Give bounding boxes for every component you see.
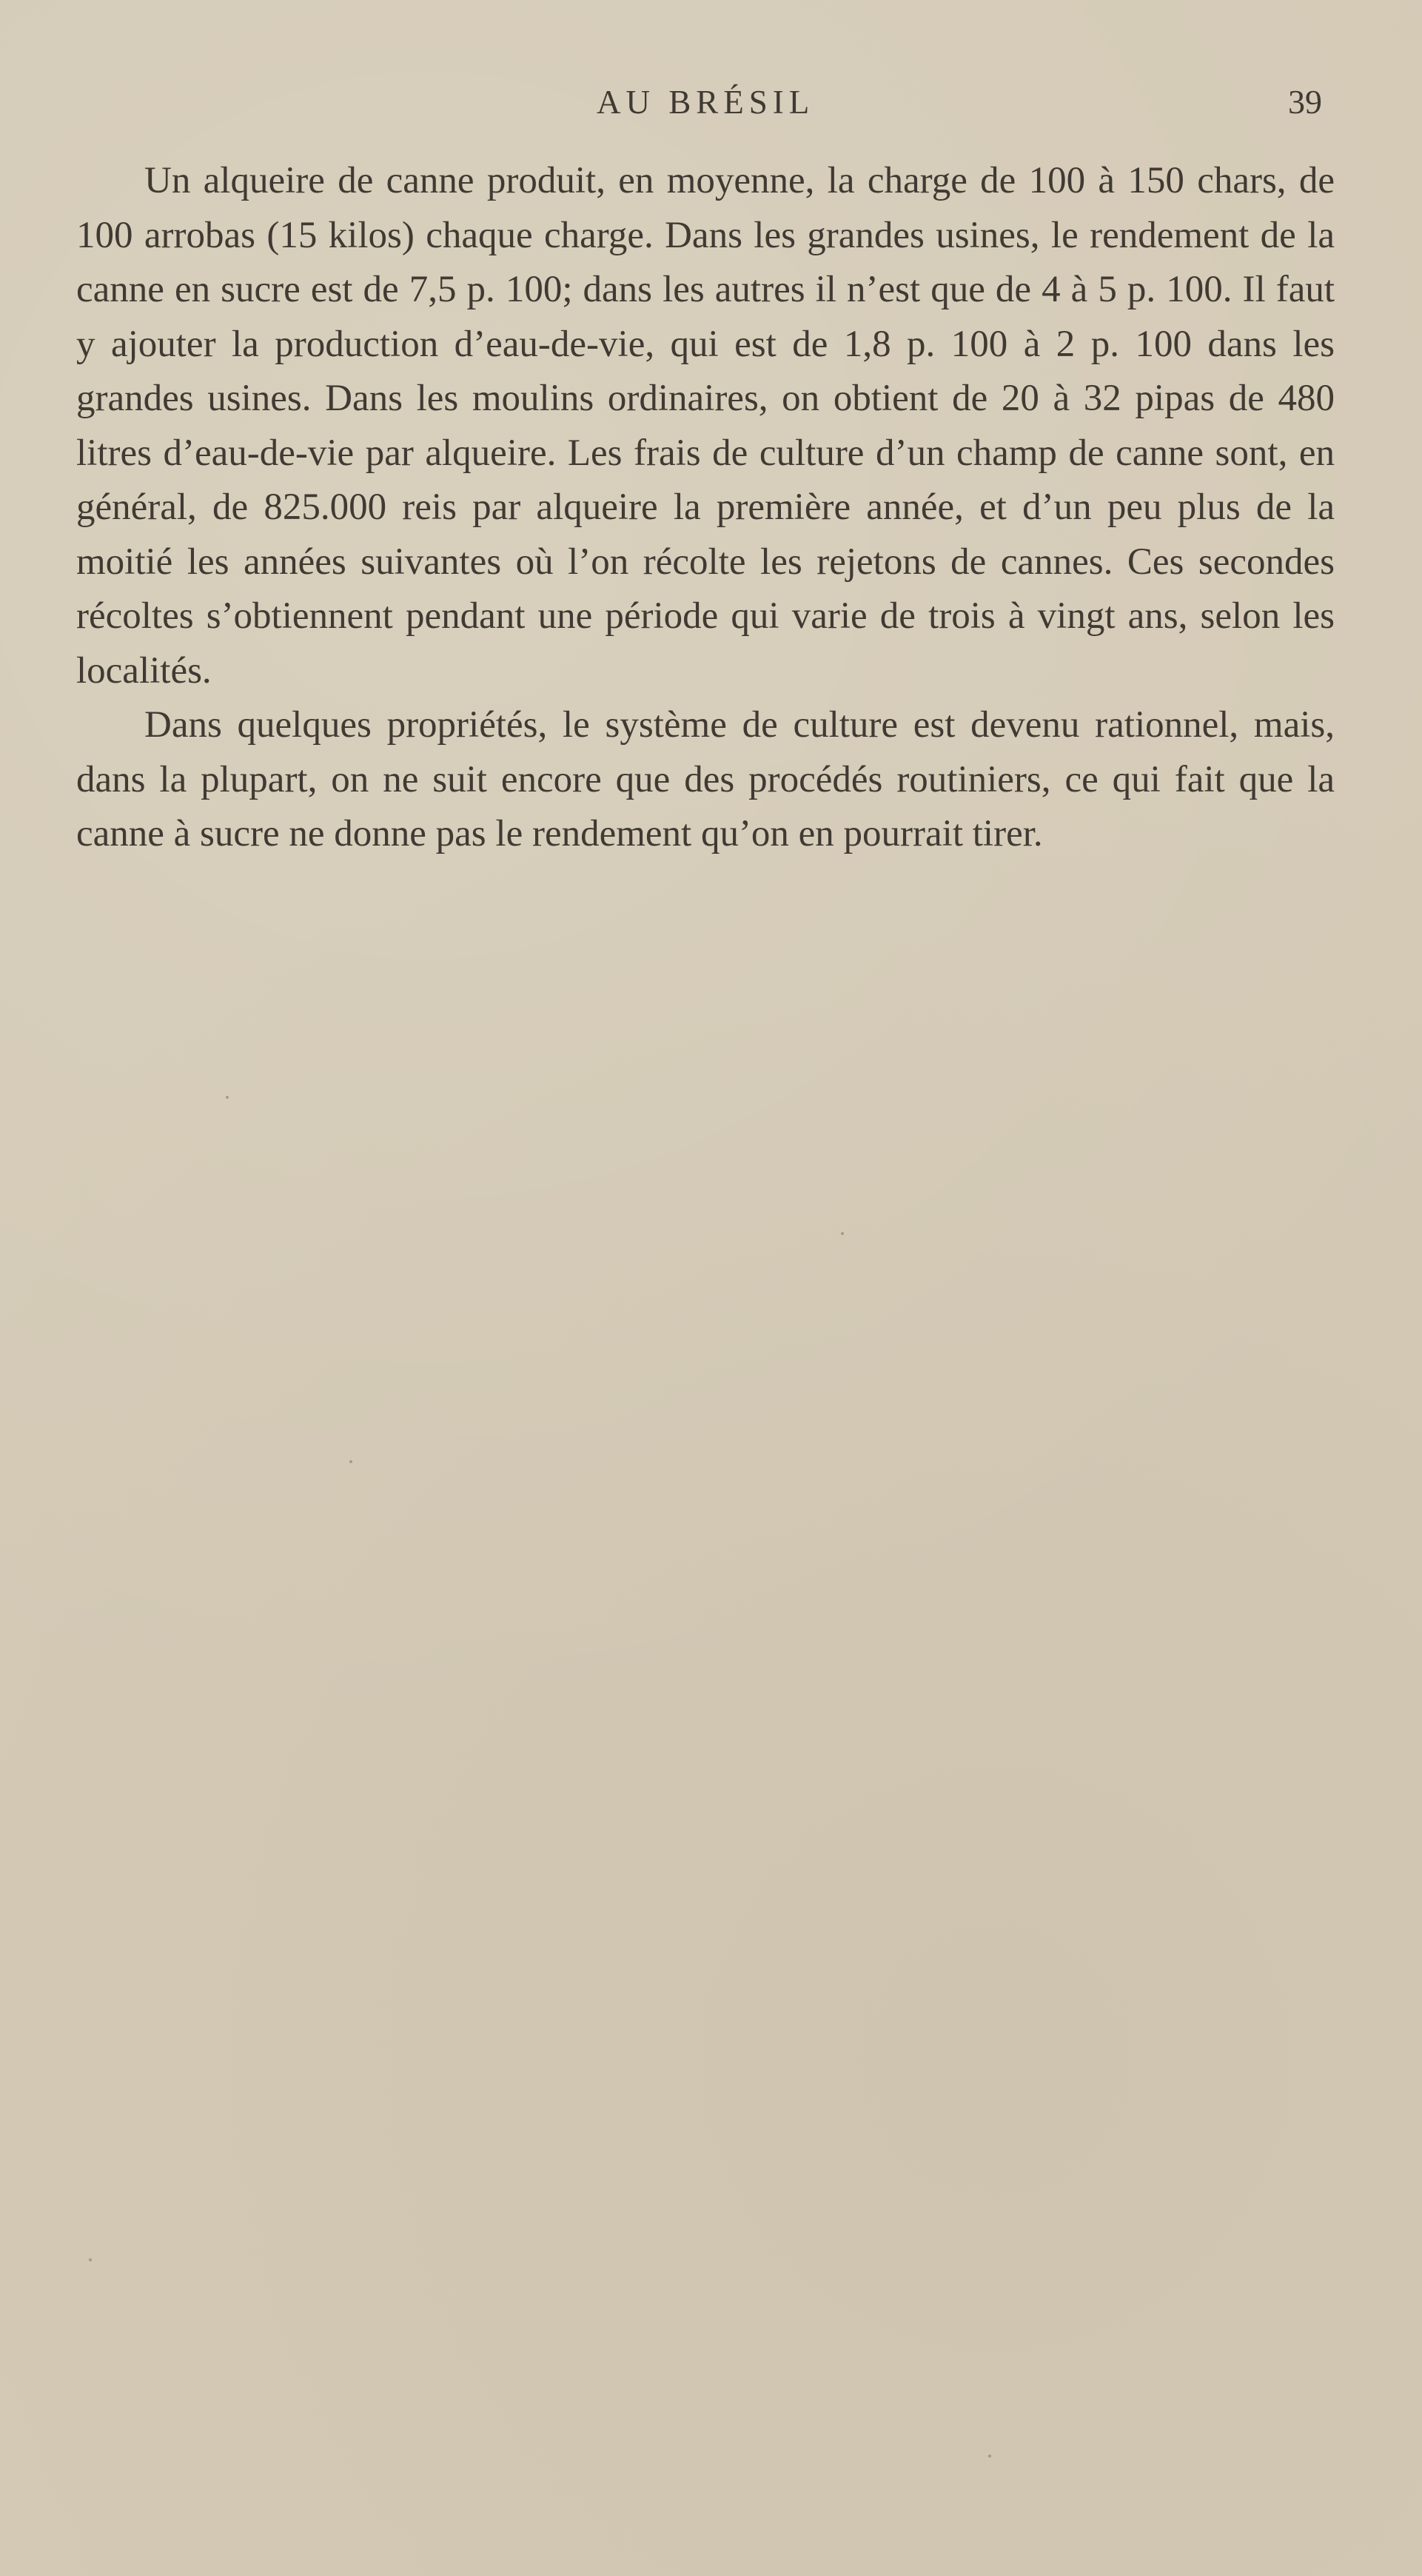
paragraph-1: Un alqueire de canne produit, en moyenne, la charge de 100 à 150 chars, de 100 arrobas (15 kilos) chaque charge. Dans les grandes usines, le rendement de la canne en sucre est de 7,5 p. 100; dans les autres il n’est que de 4 à 5 p. 100. Il faut y ajouter la production d’eau-de-vie, qui est de 1,8 p. 100 à 2 p. 100 dans les grandes usines. Dans les moulins ordinaires, on obtient de 20 à 32 pipas de 480 litres d’eau-de-vie par alqueire. Les frais de culture d’un champ de canne sont, en général, de 825.000 reis par alqueire la première année, et d’un peu plus de la moitié les années suivantes où l’on récolte les rejetons de cannes. Ces secondes récoltes s’obtiennent pendant une période qui varie de trois à vingt ans, selon les localités.	[76, 160, 1335, 692]
paper-speck	[349, 1460, 352, 1463]
paper-speck	[226, 1096, 229, 1099]
running-head	[0, 80, 1422, 124]
paper-speck	[988, 2455, 991, 2458]
paper-speck	[841, 1232, 844, 1235]
page-number: 39	[1288, 83, 1322, 121]
paragraph-2: Dans quelques propriétés, le système de culture est devenu rationnel, mais, dans la plupart, on ne suit encore que des procédés routiniers, ce qui fait que la canne à sucre ne donne pas le rendement qu’on en pourrait tirer.	[76, 704, 1335, 854]
paper-speck	[89, 2258, 92, 2261]
body-text	[76, 154, 1335, 862]
running-title: AU BRÉSIL	[597, 84, 815, 121]
